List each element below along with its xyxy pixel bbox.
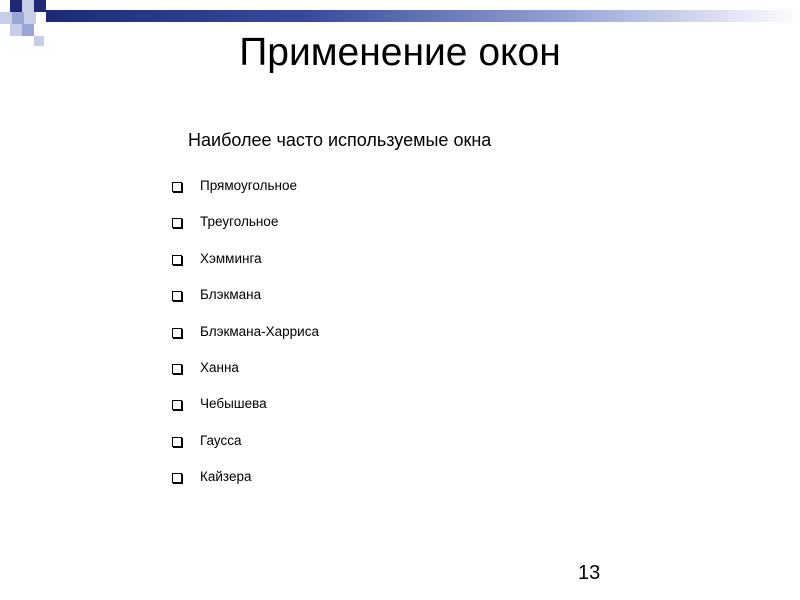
window-list xyxy=(172,176,319,504)
decor-square xyxy=(12,12,24,24)
decor-square xyxy=(0,12,12,24)
square-bullet-icon xyxy=(172,437,182,447)
decor-square xyxy=(34,0,46,12)
list-item-label: Блэкмана xyxy=(200,287,262,303)
square-bullet-icon xyxy=(172,328,182,338)
list-item-label: Треугольное xyxy=(200,214,279,230)
square-bullet-icon xyxy=(172,218,182,228)
page-number: 13 xyxy=(578,562,601,584)
square-bullet-icon xyxy=(172,182,182,192)
decor-square xyxy=(10,0,22,12)
slide-title: Применение окон xyxy=(239,31,561,74)
list-item xyxy=(172,249,319,285)
list-item-label: Чебышева xyxy=(200,396,267,412)
square-bullet-icon xyxy=(172,473,182,483)
list-item-label: Ханна xyxy=(200,359,239,375)
list-item-label: Прямоугольное xyxy=(200,178,297,193)
slide-subtitle: Наиболее часто используемые окна xyxy=(188,130,492,150)
list-item xyxy=(172,394,319,430)
list-item-label: Блэкмана-Харриса xyxy=(200,323,319,339)
list-item xyxy=(172,431,319,467)
decor-square xyxy=(22,0,34,12)
list-item-label: Гаусса xyxy=(200,432,242,448)
decor-square xyxy=(24,12,36,24)
square-bullet-icon xyxy=(172,400,182,410)
square-bullet-icon xyxy=(172,291,182,301)
list-item xyxy=(172,212,319,248)
list-item xyxy=(172,358,319,394)
square-bullet-icon xyxy=(172,364,182,374)
list-item xyxy=(172,176,319,212)
list-item xyxy=(172,285,319,321)
square-bullet-icon xyxy=(172,255,182,265)
list-item-label: Кайзера xyxy=(200,469,252,485)
list-item xyxy=(172,467,319,503)
list-item-label: Хэмминга xyxy=(200,250,262,266)
list-item xyxy=(172,322,319,358)
header-gradient-bar xyxy=(46,10,800,22)
